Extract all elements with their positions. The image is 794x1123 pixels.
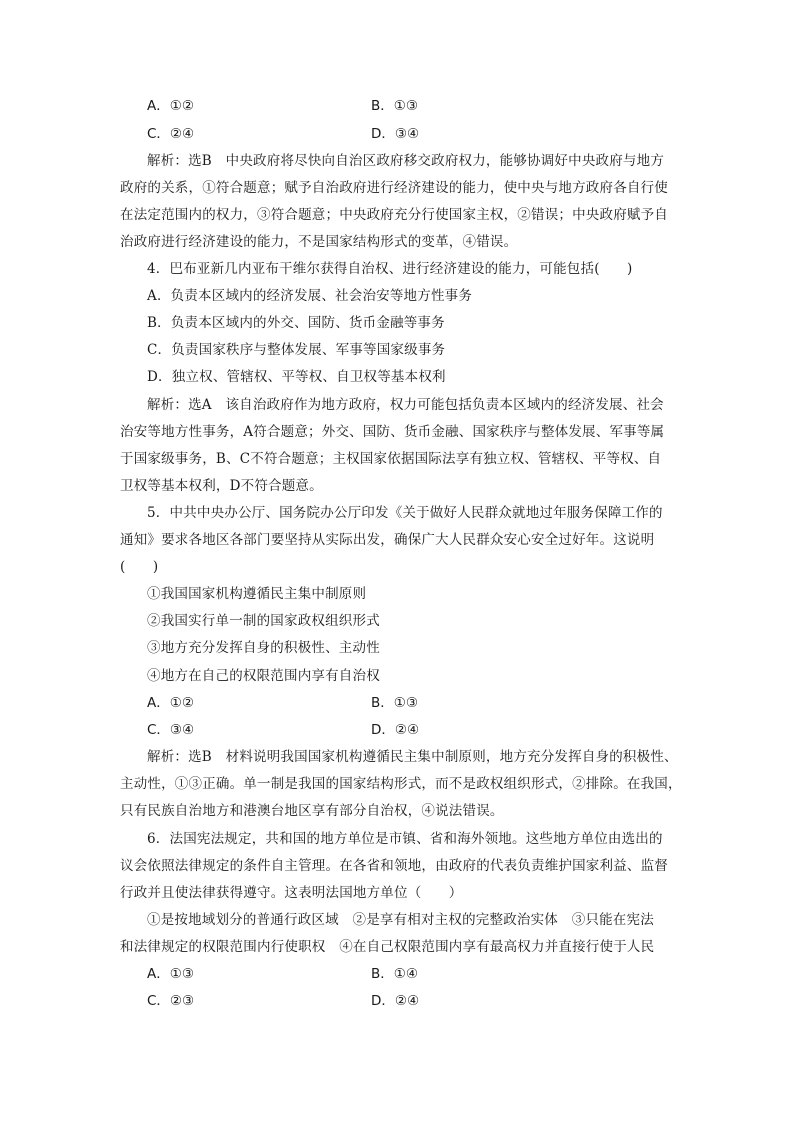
q3-option-c: C．②④ xyxy=(147,126,195,142)
q4-analysis-line: 卫权等基本权利，D不符合题意。 xyxy=(120,478,323,494)
q5-option-c: C．③④ xyxy=(147,722,195,738)
q5-item: ④地方在自己的权限范围内享有自治权 xyxy=(147,668,380,684)
q6-items-line: 和法律规定的权限范围内行使职权 ④在自己权限范围内享有最高权力并直接行使于人民 xyxy=(120,939,655,955)
q5-option-d: D．②④ xyxy=(371,722,420,738)
q5-option-b: B．①③ xyxy=(371,695,418,711)
q5-item: ②我国实行单一制的国家政权组织形式 xyxy=(147,613,380,629)
q5-item: ①我国国家机构遵循民主集中制原则 xyxy=(147,586,367,602)
q5-analysis-line: 主动性，①③正确。单一制是我国的国家结构形式，而不是政权组织形式，②排除。在我国， xyxy=(120,776,682,792)
q4-choice-b: B．负责本区域内的外交、国防、货币金融等事务 xyxy=(147,315,445,331)
q6-stem-line: 6．法国宪法规定，共和国的地方单位是市镇、省和海外领地。这些地方单位由选出的 xyxy=(147,831,663,847)
q5-option-a: A．①② xyxy=(147,695,194,711)
q4-choice-a: A．负责本区域内的经济发展、社会治安等地方性事务 xyxy=(147,288,473,304)
q5-analysis-line: 只有民族自治地方和港澳台地区享有部分自治权，④说法错误。 xyxy=(120,803,504,819)
q3-analysis-line: 解析：选B 中央政府将尽快向自治区政府移交政府权力，能够协调好中央政府与地方 xyxy=(147,153,665,169)
q5-analysis-line: 解析：选B 材料说明我国国家机构遵循民主集中制原则，地方充分发挥自身的积极性、 xyxy=(147,749,678,765)
q6-items-line: ①是按地域划分的普通行政区域 ②是享有相对主权的完整政治实体 ③只能在宪法 xyxy=(147,912,654,928)
q6-stem-line: 议会依照法律规定的条件自主管理。在各省和领地，由政府的代表负责维护国家利益、监督 xyxy=(120,858,668,874)
q3-option-b: B．①③ xyxy=(371,98,418,114)
q5-stem-line: 5．中共中央办公厅、国务院办公厅印发《关于做好人民群众就地过年服务保障工作的 xyxy=(147,505,663,521)
q4-choice-c: C．负责国家秩序与整体发展、军事等国家级事务 xyxy=(147,342,446,358)
q4-analysis-line: 于国家级事务，B、C不符合题意；主权国家依据国际法享有独立权、管辖权、平等权、自 xyxy=(120,451,662,467)
q6-option-b: B．①④ xyxy=(371,966,418,982)
q6-option-a: A．①③ xyxy=(147,966,194,982)
q4-analysis-line: 解析：选A 该自治政府作为地方政府，权力可能包括负责本区域内的经济发展、社会 xyxy=(147,397,664,413)
q3-analysis-line: 政府的关系，①符合题意；赋予自治政府进行经济建设的能力，使中央与地方政府各自行使 xyxy=(120,180,668,196)
q6-option-d: D．②④ xyxy=(371,993,420,1009)
q4-choice-d: D．独立权、管辖权、平等权、自卫权等基本权利 xyxy=(147,369,446,385)
q5-stem-line: 通知》要求各地区各部门要坚持从实际出发，确保广大人民群众安心安全过好年。这说明 xyxy=(120,532,655,548)
q4-analysis-line: 治安等地方性事务，A符合题意；外交、国防、货币金融、国家秩序与整体发展、军事等属 xyxy=(120,424,665,440)
q3-analysis-line: 在法定范围内的权力，③符合题意；中央政府充分行使国家主权，②错误；中央政府赋予自 xyxy=(120,207,668,223)
q3-analysis-line: 治政府进行经济建设的能力，不是国家结构形式的变革，④错误。 xyxy=(120,234,518,250)
q6-option-c: C．②③ xyxy=(147,993,195,1009)
q5-item: ③地方充分发挥自身的积极性、主动性 xyxy=(147,640,380,656)
q3-option-a: A．①② xyxy=(147,98,194,114)
q5-stem-line: ( ) xyxy=(120,559,159,575)
q3-option-d: D．③④ xyxy=(371,126,420,142)
q4-stem: 4．巴布亚新几内亚布干维尔获得自治权、进行经济建设的能力，可能包括( ) xyxy=(147,261,633,277)
q6-stem-line: 行政并且使法律获得遵守。这表明法国地方单位（ ） xyxy=(120,885,463,901)
